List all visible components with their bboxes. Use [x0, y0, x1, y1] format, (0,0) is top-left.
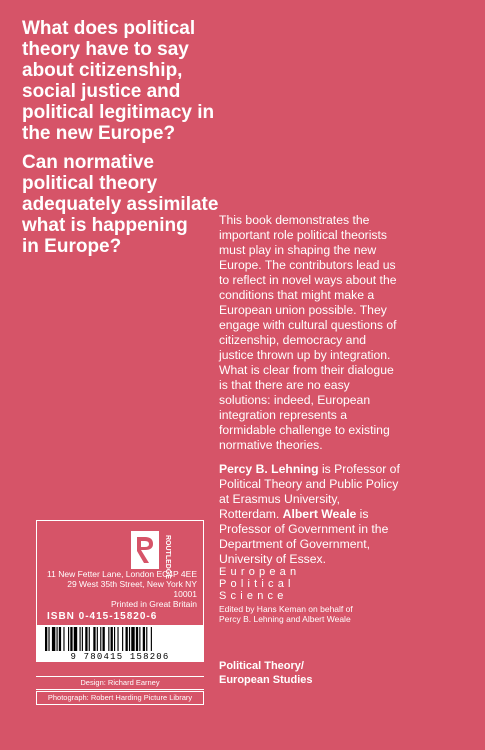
barcode-bar — [57, 627, 58, 651]
barcode-bar — [59, 627, 61, 651]
author-name-1: Percy B. Lehning — [219, 462, 319, 476]
barcode-bar — [68, 627, 69, 651]
address-line-3: Printed in Great Britain — [111, 599, 197, 609]
series-editors: Edited by Hans Keman on behalf of Percy B. Lehning and Albert Weale — [219, 604, 353, 624]
barcode-bar — [74, 627, 77, 651]
description-text: This book demonstrates the important role political theorists must play in shaping the new Europe. The contributors lead us to reflect in novel ways about the conditions that might make a European union possible. They engage with cultural questions of citizenship, democracy and justice thrown up by integration. What is clear from their dialogue is that there are no easy solutions: indeed, European integration represents a formidable challenge to existing normative theories. — [219, 213, 397, 452]
publisher-address — [47, 569, 197, 609]
barcode-bar — [108, 627, 109, 651]
photo-credit: Photograph: Robert Harding Picture Library — [36, 691, 204, 705]
barcode-bar — [151, 627, 152, 651]
subject-category: Political Theory/ European Studies — [219, 660, 313, 686]
publisher-box — [36, 520, 204, 662]
design-credit: Design: Richard Earney — [36, 676, 204, 690]
barcode-bar — [100, 627, 101, 651]
series-title-line-1: European — [219, 566, 301, 578]
question-2: Can normative political theory adequately assimilate what is happening in Europe? — [22, 152, 219, 257]
barcode-bars — [45, 627, 152, 651]
barcode-bar — [70, 627, 72, 651]
barcode-bar — [89, 627, 90, 651]
barcode-bar — [80, 627, 81, 651]
barcode-bar — [143, 627, 145, 651]
author-name-2: Albert Weale — [282, 507, 357, 521]
series-title-line-3: Science — [219, 590, 288, 602]
barcode-bar — [45, 627, 47, 651]
address-line-1: 11 New Fetter Lane, London EC4P 4EE — [47, 569, 197, 579]
barcode-bar — [103, 627, 105, 651]
barcode-bar — [136, 627, 138, 651]
description-block — [219, 213, 477, 576]
barcode-bar — [52, 627, 55, 651]
series-title-line-2: Political — [219, 578, 295, 590]
author-bio-2: is Professor of Government in the Department of Government, University of Essex. — [219, 507, 389, 566]
address-line-2: 29 West 35th Street, New York NY 10001 — [67, 579, 197, 599]
author-bio-1: is Professor of Political Theory and Public Policy at Erasmus University, Rotterdam. — [219, 462, 400, 521]
barcode-bar — [63, 627, 64, 651]
barcode-bar — [146, 627, 147, 651]
barcode-bar — [48, 627, 49, 651]
barcode-bar — [131, 627, 134, 651]
barcode-bar — [129, 627, 130, 651]
barcode-digits: 9 780415 158206 — [70, 652, 170, 662]
barcode-bar — [126, 627, 128, 651]
barcode-bar — [85, 627, 87, 651]
series-info — [219, 566, 469, 624]
question-1: What does political theory have to say about citizenship, social justice and political legitimacy in the new Europe? — [22, 18, 215, 144]
barcode-bar — [114, 627, 115, 651]
isbn-number: ISBN 0-415-15820-6 — [47, 611, 158, 622]
barcode-bar — [122, 627, 123, 651]
publisher-name: ROUTLEDGE — [164, 535, 171, 579]
barcode-bar — [82, 627, 83, 651]
barcode-bar — [93, 627, 95, 651]
barcode-bar — [139, 627, 140, 651]
author-bio — [219, 462, 477, 567]
barcode-bar — [117, 627, 118, 651]
barcode-bar — [97, 627, 98, 651]
barcode-bar — [111, 627, 113, 651]
barcode — [37, 625, 203, 661]
